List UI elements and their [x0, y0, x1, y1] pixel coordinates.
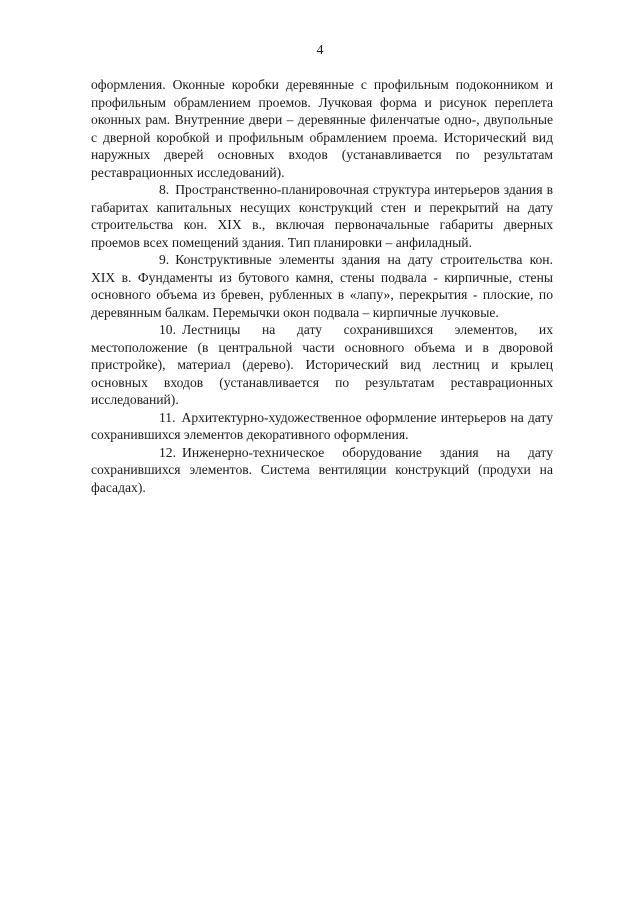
- list-item-number: 9.: [159, 252, 170, 267]
- list-item-text: Конструктивные элементы здания на дату строительства кон. XIX в. Фундаменты из бутового камня, стены подвала - кирпичные, стены основного объема из бревен, рубленных в «лапу», перекрытия - плоские, по деревянным балкам. Перемычки окон подвала – кирпичные лучковые.: [91, 252, 553, 320]
- page-number: 4: [316, 43, 324, 58]
- list-item-number: 11.: [159, 409, 176, 425]
- list-item: [91, 251, 553, 321]
- list-item-text: Пространственно-планировочная структура интерьеров здания в габаритах капитальных несущих конструкций стен и перекрытий на дату строительства кон. XIX в., включая первоначальные габариты дверных проемов всех помещений здания. Тип планировки – анфиладный.: [91, 182, 553, 250]
- list-item: [91, 181, 553, 251]
- document-body: [91, 76, 553, 496]
- paragraph-text: оформления. Оконные коробки деревянные с профильным подоконником и профильным обрамлением проемов. Лучковая форма и рисунок переплета оконных рам. Внутренние двери – деревянные филенчатые одно-, двупольные с дверной коробкой и профильным обрамлением проема. Исторический вид наружных дверей основных входов (устанавливается по результатам реставрационных исследований).: [91, 77, 553, 180]
- list-item-text: Инженерно-техническое оборудование здания на дату сохранившихся элементов. Система вентиляции конструкций (продухи на фасадах).: [91, 444, 553, 495]
- list-item: [91, 444, 553, 497]
- list-item: [91, 409, 553, 444]
- list-item-text: Архитектурно-художественное оформление интерьеров на дату сохранившихся элементов декоративного оформления.: [91, 409, 553, 442]
- paragraph-continuation: [91, 76, 553, 181]
- list-item: [91, 321, 553, 409]
- list-item-text: Лестницы на дату сохранившихся элементов, их местоположение (в центральной части основного объема и в дворовой пристройке), материал (дерево). Исторический вид лестниц и крылец основных входов (устанавливается по результатам реставрационных исследований).: [91, 322, 553, 407]
- list-item-number: 10.: [159, 322, 176, 337]
- list-item-number: 8.: [159, 182, 170, 197]
- list-item-number: 12.: [159, 444, 176, 460]
